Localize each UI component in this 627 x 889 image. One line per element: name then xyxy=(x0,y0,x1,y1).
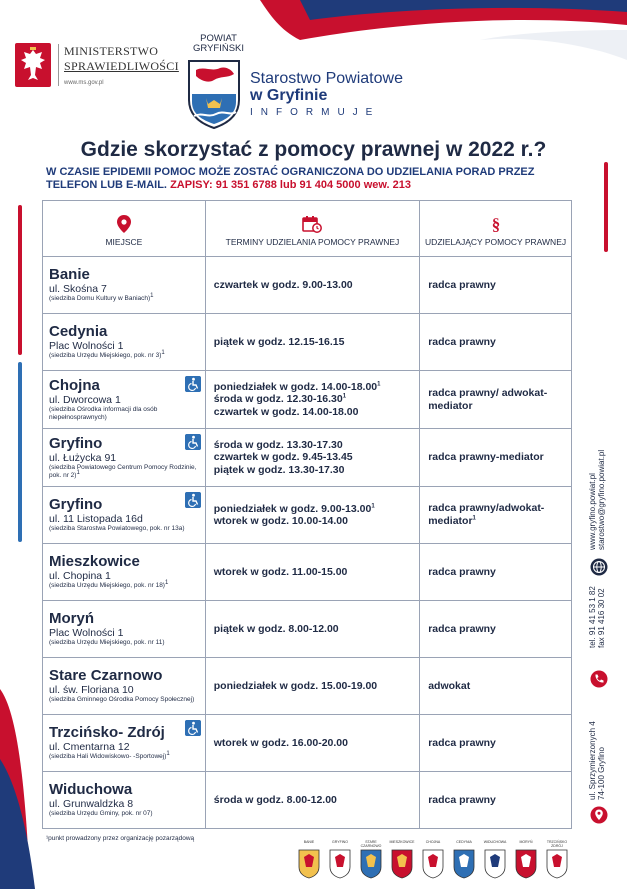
contact-address-line1: ul. Sprzymierzonych 4 xyxy=(588,721,597,800)
street-address: ul. Chopina 1 xyxy=(49,570,111,582)
street-address: ul. Łużycka 91 xyxy=(49,451,117,464)
term-text: środa w godz. 13.30-17.30 xyxy=(213,438,343,451)
term-text: piątek w godz. 8.00-12.00 xyxy=(213,622,339,635)
globe-icon xyxy=(590,558,608,576)
crest-name: GRYFINO xyxy=(332,840,348,844)
city-name: Widuchowa xyxy=(49,781,133,798)
wheelchair-icon xyxy=(185,434,201,450)
location-cell xyxy=(43,429,206,487)
term-line xyxy=(214,464,411,477)
term-text: wtorek w godz. 11.00-15.00 xyxy=(213,565,348,578)
provider-cell xyxy=(420,658,572,715)
footnote-mark: 1 xyxy=(472,515,476,522)
term-line xyxy=(214,737,411,750)
term-line xyxy=(214,381,411,394)
page-title: Gdzie skorzystać z pomocy prawnej w 2022 r.? xyxy=(80,138,547,161)
term-text: piątek w godz. 12.15-16.15 xyxy=(213,335,345,348)
venue-note xyxy=(49,696,199,704)
provider-cell xyxy=(420,487,572,544)
phone-icon xyxy=(590,670,608,688)
venue-note-text: (siedziba Ośrodka informacji dla osób niepełnosprawnych) xyxy=(49,405,158,421)
location-cell xyxy=(43,601,206,658)
table-row xyxy=(43,371,572,429)
crest-name: STARE CZARNOWO xyxy=(360,840,382,848)
venue-note xyxy=(49,750,199,761)
term-text: poniedziałek w godz. 15.00-19.00 xyxy=(213,679,378,692)
crest-name: WIDUCHOWA xyxy=(483,840,507,844)
provider-text: adwokat xyxy=(428,679,471,692)
term-text: poniedziałek w godz. 14.00-18.00 xyxy=(213,380,378,393)
location-cell xyxy=(43,544,206,601)
city-name: Cedynia xyxy=(49,323,108,340)
provider-cell xyxy=(420,772,572,829)
provider-text: radca prawny/adwokat-mediator xyxy=(428,502,545,527)
crest-name: MIESZKOWICE xyxy=(389,840,415,844)
crest-item xyxy=(544,840,570,879)
footnote-mark: 1 xyxy=(377,381,381,388)
footnote-mark: 1 xyxy=(164,579,169,586)
provider-text: radca prawny xyxy=(428,793,496,806)
street-address: ul. Dworcowa 1 xyxy=(49,393,121,406)
powiat-crest-icon xyxy=(186,58,242,130)
term-line xyxy=(214,566,411,579)
term-line xyxy=(214,623,411,636)
powiat-line2: GRYFIŃSKI xyxy=(193,43,245,54)
contact-tel[interactable]: tel. 91 41 53 1 82 xyxy=(588,586,597,648)
terms-cell xyxy=(205,715,419,772)
venue-note-text: (siedziba Urzędu Miejskiego, pok. nr 11) xyxy=(49,639,165,646)
city-name: Chojna xyxy=(49,376,100,394)
contact-phone xyxy=(588,586,606,648)
provider-text: radca prawny xyxy=(428,278,496,291)
footnote-mark: 1 xyxy=(342,393,347,400)
provider-text: radca prawny xyxy=(428,622,496,635)
venue-note xyxy=(49,639,199,647)
venue-note-text: (siedziba Hali Widowiskowo- -Sportowej) xyxy=(49,753,167,760)
starostwo-logo xyxy=(250,70,403,118)
crest-item xyxy=(420,840,446,879)
provider-text: radca prawny/ adwokat-mediator xyxy=(428,386,548,412)
municipality-crest-icon xyxy=(546,849,568,879)
municipality-crest-icon xyxy=(298,849,320,879)
street-address: ul. św. Floriana 10 xyxy=(49,684,134,696)
terms-cell xyxy=(205,487,419,544)
crest-name: BANIE xyxy=(303,840,315,844)
footnote-mark: 1 xyxy=(76,469,80,476)
city-name: Moryń xyxy=(49,610,94,627)
city-name: Gryfino xyxy=(49,496,103,513)
venue-note xyxy=(49,292,199,303)
terms-cell xyxy=(205,544,419,601)
subtitle-text: W CZASIE EPIDEMII POMOC MOŻE ZOSTAĆ OGRANICZONA DO UDZIELANIA PORAD PRZEZ TELEFON LUB E-MAIL. xyxy=(46,166,535,191)
table-row xyxy=(43,257,572,314)
venue-note xyxy=(49,579,199,590)
header-place-label: MIEJSCE xyxy=(105,236,143,247)
calendar-clock-icon xyxy=(302,215,322,233)
term-text: środa w godz. 12.30-16.30 xyxy=(213,393,343,406)
location-cell xyxy=(43,772,206,829)
terms-cell xyxy=(205,429,419,487)
header-place xyxy=(43,201,206,257)
street-address: ul. 11 Listopada 16d xyxy=(49,513,143,525)
starostwo-line3: INFORMUJE xyxy=(250,107,381,118)
wheelchair-icon xyxy=(185,720,201,736)
header-terms-label: TERMINY UDZIELANIA POMOCY PRAWNEJ xyxy=(225,236,400,247)
venue-note-text: (siedziba Urzędu Gminy, pok. nr 07) xyxy=(49,810,153,817)
table-row xyxy=(43,429,572,487)
venue-note xyxy=(49,810,199,818)
term-line xyxy=(214,439,411,452)
ministry-logo xyxy=(14,42,179,88)
crest-item xyxy=(358,840,384,879)
footnote-mark: 1 xyxy=(161,349,165,356)
venue-note-text: (siedziba Urzędu Miejskiego, pok. nr 3) xyxy=(49,352,162,359)
term-line xyxy=(214,794,411,807)
location-pin-icon xyxy=(117,215,131,233)
municipality-crest-icon xyxy=(360,849,382,879)
term-text: czwartek w godz. 9.00-13.00 xyxy=(213,278,353,291)
side-accent-red-right xyxy=(604,162,608,252)
term-text: środa w godz. 8.00-12.00 xyxy=(213,793,337,806)
city-name: Trzcińsko- Zdrój xyxy=(49,724,165,741)
terms-cell xyxy=(205,314,419,371)
term-text: czwartek w godz. 9.45-13.45 xyxy=(213,451,353,464)
location-cell xyxy=(43,658,206,715)
provider-cell xyxy=(420,257,572,314)
table-row xyxy=(43,544,572,601)
contact-address xyxy=(588,721,606,800)
municipality-crests xyxy=(296,840,576,889)
provider-text: radca prawny-mediator xyxy=(428,451,544,463)
footnote-mark: 1 xyxy=(371,503,375,509)
table-row xyxy=(43,772,572,829)
city-name: Mieszkowice xyxy=(49,553,140,570)
venue-note xyxy=(49,464,199,480)
contact-email[interactable]: starostwo@gryfino.powiat.pl xyxy=(597,449,606,550)
contact-fax: fax 91 416 30 02 xyxy=(597,588,606,648)
venue-note-text: (siedziba Domu Kultury w Baniach) xyxy=(49,295,151,302)
crest-item xyxy=(482,840,508,879)
street-address: ul. Cmentarna 12 xyxy=(49,741,130,753)
powiat-label xyxy=(193,34,244,54)
table-row xyxy=(43,601,572,658)
street-address: ul. Grunwaldzka 8 xyxy=(49,798,134,810)
terms-cell xyxy=(205,371,419,429)
venue-note xyxy=(49,349,199,360)
contact-address-line2: 74-100 Gryfino xyxy=(597,747,606,800)
wheelchair-icon xyxy=(185,492,201,508)
venue-note xyxy=(49,525,199,533)
header-terms xyxy=(205,201,419,257)
municipality-crest-icon xyxy=(453,849,475,879)
location-cell xyxy=(43,257,206,314)
side-accent-red xyxy=(18,205,22,355)
municipality-crest-icon xyxy=(422,849,444,879)
footnote-mark: 1 xyxy=(150,292,154,299)
crest-name: CHOJNA xyxy=(425,840,441,844)
term-text: poniedziałek w godz. 9.00-13.00 xyxy=(213,502,372,515)
term-line xyxy=(214,406,411,419)
provider-cell xyxy=(420,371,572,429)
venue-note-text: (siedziba Urzędu Miejskiego, pok. nr 18) xyxy=(49,582,165,589)
municipality-crest-icon xyxy=(484,849,506,879)
crest-name: MORYŃ xyxy=(519,840,533,844)
crest-item xyxy=(327,840,353,879)
provider-cell xyxy=(420,715,572,772)
provider-cell xyxy=(420,601,572,658)
municipality-crest-icon xyxy=(391,849,413,879)
location-cell xyxy=(43,371,206,429)
crest-item xyxy=(389,840,415,879)
crest-item xyxy=(451,840,477,879)
crest-name: CEDYNIA xyxy=(456,840,472,844)
starostwo-line1: Starostwo Powiatowe xyxy=(250,70,403,87)
term-line xyxy=(214,503,411,516)
terms-cell xyxy=(205,772,419,829)
terms-cell xyxy=(205,658,419,715)
header xyxy=(0,0,627,135)
term-text: piątek w godz. 13.30-17.30 xyxy=(213,463,345,476)
venue-note-text: (siedziba Gminnego Ośrodka Pomocy Społecznej) xyxy=(49,696,195,703)
term-line xyxy=(214,336,411,349)
location-cell xyxy=(43,715,206,772)
term-line xyxy=(214,279,411,292)
side-accent-blue xyxy=(18,362,22,542)
term-line xyxy=(214,680,411,693)
table-header-row xyxy=(43,201,572,257)
crest-name: TRZCIŃSKO ZDRÓJ xyxy=(546,840,568,848)
crest-item xyxy=(513,840,539,879)
term-line xyxy=(214,451,411,464)
provider-cell xyxy=(420,544,572,601)
contact-strip xyxy=(582,420,622,830)
city-name: Gryfino xyxy=(49,434,103,452)
paragraph-icon xyxy=(490,215,502,233)
city-name: Stare Czarnowo xyxy=(49,667,163,684)
subtitle-registration: ZAPISY: 91 351 6788 lub 91 404 5000 wew. 213 xyxy=(170,179,411,191)
provider-cell xyxy=(420,429,572,487)
provider-text: radca prawny xyxy=(428,565,496,578)
eagle-icon xyxy=(14,42,52,88)
provider-cell xyxy=(420,314,572,371)
powiat-line1: POWIAT xyxy=(200,33,237,44)
crest-item xyxy=(296,840,322,879)
table-row xyxy=(43,715,572,772)
table-row xyxy=(43,658,572,715)
ministry-name-line2: SPRAWIEDLIWOŚCI xyxy=(64,59,179,73)
contact-web-url[interactable]: www.gryfino.powiat.pl xyxy=(588,473,597,550)
starostwo-line2: w Gryfinie xyxy=(250,87,328,104)
street-address: Plac Wolności 1 xyxy=(49,340,124,352)
legal-aid-table xyxy=(42,200,572,829)
terms-cell xyxy=(205,257,419,314)
term-text: czwartek w godz. 14.00-18.00 xyxy=(213,405,359,418)
wheelchair-icon xyxy=(185,376,201,392)
contact-web xyxy=(588,450,606,550)
header-providers-label: UDZIELAJĄCY POMOCY PRAWNEJ xyxy=(425,236,567,247)
footnote: ¹punkt prowadzony przez organizację pozarządową xyxy=(46,835,195,842)
term-line xyxy=(214,393,411,406)
term-text: wtorek w godz. 16.00-20.00 xyxy=(213,736,348,749)
table-row xyxy=(43,314,572,371)
street-address: Plac Wolności 1 xyxy=(49,627,124,639)
venue-note-text: (siedziba Starostwa Powiatowego, pok. nr 13a) xyxy=(49,525,185,532)
location-cell xyxy=(43,487,206,544)
municipality-crest-icon xyxy=(329,849,351,879)
provider-text: radca prawny xyxy=(428,736,496,749)
location-cell xyxy=(43,314,206,371)
term-line xyxy=(214,515,411,528)
city-name: Banie xyxy=(49,266,90,283)
venue-note-text: (siedziba Powiatowego Centrum Pomocy Rodzinie, pok. nr 2) xyxy=(49,463,197,479)
subtitle xyxy=(46,166,586,192)
ministry-url: www.ms.gov.pl xyxy=(64,80,104,86)
street-address: ul. Skośna 7 xyxy=(49,283,107,295)
footnote-mark: 1 xyxy=(166,750,170,757)
header-providers xyxy=(420,201,572,257)
venue-note xyxy=(49,406,199,422)
ministry-name-line1: MINISTERSTWO xyxy=(64,44,159,58)
provider-text: radca prawny xyxy=(428,335,496,348)
term-text: wtorek w godz. 10.00-14.00 xyxy=(213,515,348,527)
svg-text:§: § xyxy=(491,214,500,233)
terms-cell xyxy=(205,601,419,658)
location-icon xyxy=(590,806,608,824)
municipality-crest-icon xyxy=(515,849,537,879)
table-row xyxy=(43,487,572,544)
